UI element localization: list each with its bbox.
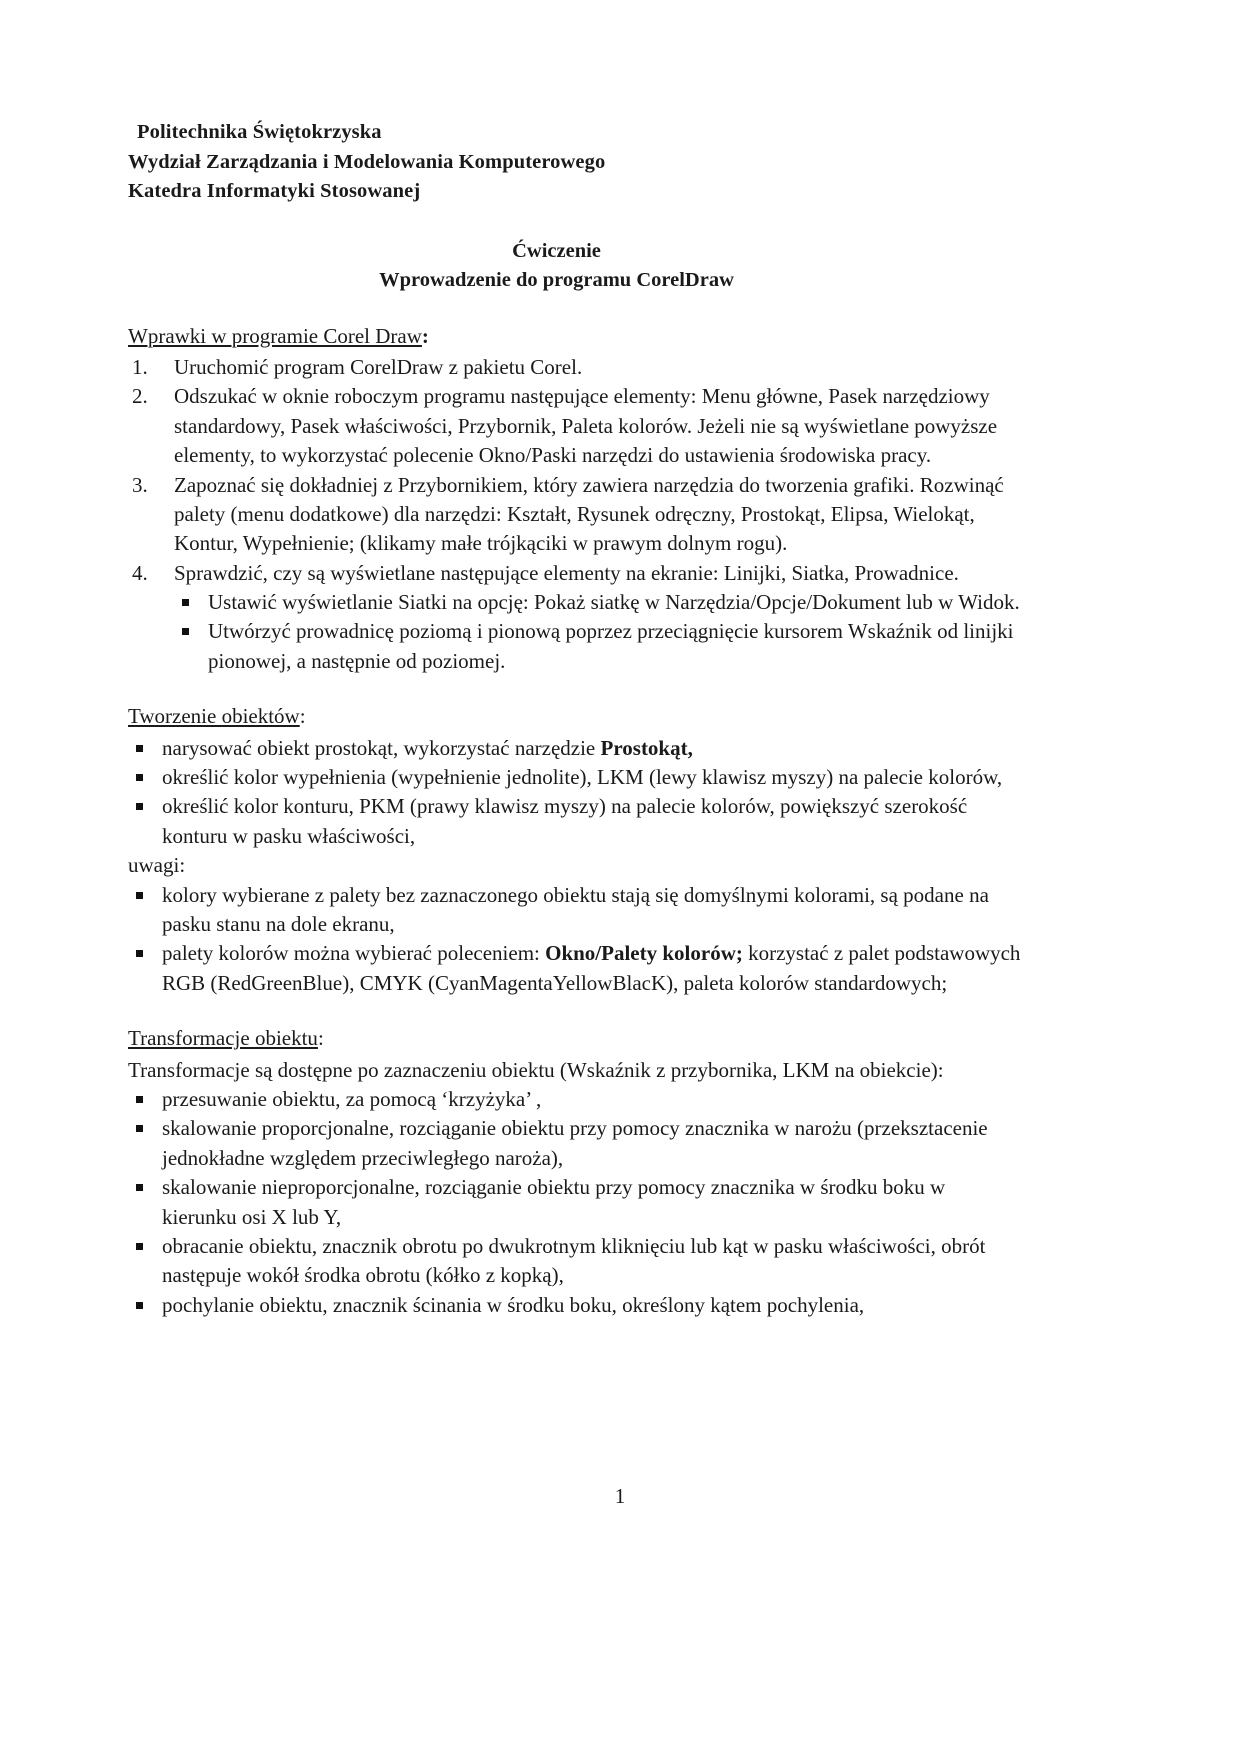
list-item-text: Utwórzyć prowadnicę poziomą i pionową poprzez przeciągnięcie kursorem Wskaźnik od linijki pionowej, a następnie od poziomej. bbox=[208, 619, 1014, 673]
section-heading-tworzenie-colon: : bbox=[299, 704, 306, 729]
letterhead bbox=[128, 118, 1025, 207]
square-bullet-icon bbox=[136, 1096, 143, 1103]
list-item-text: skalowanie nieproporcjonalne, rozciąganie obiektu przy pomocy znacznika w środku boku w kierunku osi X lub Y, bbox=[162, 1175, 946, 1229]
tworzenie-bullet-list bbox=[128, 734, 1025, 852]
list-item-number: 3. bbox=[132, 472, 148, 497]
list-item-text: narysować obiekt prostokąt, wykorzystać narzędzie bbox=[162, 735, 601, 760]
section-spacer bbox=[128, 998, 1025, 1024]
square-bullet-icon bbox=[136, 745, 143, 752]
list-item-text: przesuwanie obiektu, za pomocą ‘krzyżyka’ , bbox=[162, 1086, 542, 1111]
list-item bbox=[128, 1291, 1025, 1320]
wprawki-numbered-list bbox=[128, 353, 1025, 588]
section-heading-transformacje-text: Transformacje obiektu bbox=[128, 1026, 318, 1051]
list-item-text: Sprawdzić, czy są wyświetlane następujące elementy na ekranie: Linijki, Siatka, Prowadnice. bbox=[174, 560, 959, 585]
list-item-text: Odszukać w oknie roboczym programu następujące elementy: Menu główne, Pasek narzędziowy standardowy, Pasek właściwości, Przybornik, Paleta kolorów. Jeżeli nie są wyświetlane powyższe elementy, to wykorzystać polecenie Okno/Paski narzędzi do ustawienia środowiska pracy. bbox=[174, 384, 998, 468]
list-item bbox=[174, 588, 1025, 617]
list-item-text: pochylanie obiektu, znacznik ścinania w środku boku, określony kątem pochylenia, bbox=[162, 1292, 865, 1317]
list-item-text: Zapoznać się dokładniej z Przybornikiem, który zawiera narzędzia do tworzenia grafiki. Rozwinąć palety (menu dodatkowe) dla narzędzi: Kształt, Rysunek odręczny, Prostokąt, Elipsa, Wielokąt, Kontur, Wypełnienie; (klikamy małe trójkąciki w prawym dolnym rogu). bbox=[174, 472, 1004, 556]
list-item-number: 1. bbox=[132, 354, 148, 379]
list-item-text: palety kolorów można wybierać poleceniem: bbox=[162, 941, 546, 966]
letterhead-line-faculty: Wydział Zarządzania i Modelowania Komputerowego bbox=[128, 150, 606, 173]
transformacje-bullet-list bbox=[128, 1085, 1025, 1320]
square-bullet-icon bbox=[182, 599, 189, 606]
square-bullet-icon bbox=[136, 1184, 143, 1191]
square-bullet-icon bbox=[136, 1125, 143, 1132]
list-item bbox=[128, 1114, 1025, 1173]
letterhead-line-department: Katedra Informatyki Stosowanej bbox=[128, 180, 421, 203]
section-spacer bbox=[128, 676, 1025, 702]
square-bullet-icon bbox=[182, 628, 189, 635]
uwagi-label: uwagi: bbox=[128, 853, 186, 878]
square-bullet-icon bbox=[136, 1243, 143, 1250]
list-item bbox=[128, 734, 1025, 763]
square-bullet-icon bbox=[136, 1302, 143, 1309]
section-heading-tworzenie-text: Tworzenie obiektów bbox=[128, 704, 300, 729]
list-item bbox=[128, 382, 1025, 470]
section-heading-wprawki-colon: : bbox=[421, 323, 429, 348]
list-item bbox=[174, 617, 1025, 676]
list-item-emphasis: Prostokąt, bbox=[600, 735, 693, 760]
list-item bbox=[128, 939, 1025, 998]
list-item bbox=[128, 1085, 1025, 1114]
list-item bbox=[128, 471, 1025, 559]
square-bullet-icon bbox=[136, 892, 143, 899]
list-item bbox=[128, 792, 1025, 851]
wprawki-sub-bullets bbox=[174, 588, 1025, 676]
list-item bbox=[128, 881, 1025, 940]
list-item-text: określić kolor konturu, PKM (prawy klawisz myszy) na palecie kolorów, powiększyć szerokość konturu w pasku właściwości, bbox=[162, 794, 968, 848]
square-bullet-icon bbox=[136, 950, 143, 957]
section-heading-wprawki bbox=[128, 322, 1025, 351]
list-item bbox=[128, 763, 1025, 792]
list-item-number: 4. bbox=[132, 560, 148, 585]
list-item bbox=[128, 559, 1025, 588]
square-bullet-icon bbox=[136, 803, 143, 810]
list-item-text: obracanie obiektu, znacznik obrotu po dwukrotnym kliknięciu lub kąt w pasku właściwości, obrót następuje wokół środka obrotu (kółko z kopką), bbox=[162, 1233, 986, 1288]
list-item-emphasis: Okno/Palety kolorów; bbox=[545, 941, 743, 966]
square-bullet-icon bbox=[136, 774, 143, 781]
list-item-text: Ustawić wyświetlanie Siatki na opcję: Pokaż siatkę w Narzędzia/Opcje/Dokument lub w Widok. bbox=[208, 590, 1020, 615]
title-subject: Wprowadzenie do programu CorelDraw bbox=[379, 269, 734, 292]
list-item-text: określić kolor wypełnienia (wypełnienie jednolite), LKM (lewy klawisz myszy) na palecie kolorów, bbox=[162, 765, 1003, 790]
uwagi-bullet-list bbox=[128, 881, 1025, 999]
list-item-number: 2. bbox=[132, 384, 148, 409]
section-heading-transformacje bbox=[128, 1024, 1025, 1053]
page-number: 1 bbox=[614, 1484, 626, 1508]
section-heading-wprawki-text: Wprawki w programie Corel Draw bbox=[128, 323, 422, 348]
list-item-text: skalowanie proporcjonalne, rozciąganie obiektu przy pomocy znacznika w narożu (przeksztacenie jednokładne względem przeciwległego naroża), bbox=[162, 1116, 988, 1170]
list-item-text-tail: korzystać z palet podstawowych RGB (RedGreenBlue), CMYK (CyanMagentaYellowBlacK), paleta kolorów standardowych; bbox=[162, 941, 1021, 995]
title-label-cwiczenie: Ćwiczenie bbox=[512, 239, 601, 262]
transformacje-intro: Transformacje są dostępne po zaznaczeniu obiektu (Wskaźnik z przybornika, LKM na obiekcie): bbox=[128, 1057, 944, 1082]
list-item-text: Uruchomić program CorelDraw z pakietu Corel. bbox=[174, 354, 583, 379]
list-item bbox=[128, 1173, 1025, 1232]
list-item bbox=[128, 353, 1025, 382]
section-heading-tworzenie bbox=[128, 702, 1025, 731]
letterhead-line-university: Politechnika Świętokrzyska bbox=[137, 121, 382, 143]
section-heading-transformacje-colon: : bbox=[317, 1026, 324, 1051]
list-item-text: kolory wybierane z palety bez zaznaczonego obiektu stają się domyślnymi kolorami, są podane na pasku stanu na dole ekranu, bbox=[162, 882, 989, 936]
list-item bbox=[128, 1232, 1025, 1291]
exercise-title bbox=[128, 237, 1025, 296]
